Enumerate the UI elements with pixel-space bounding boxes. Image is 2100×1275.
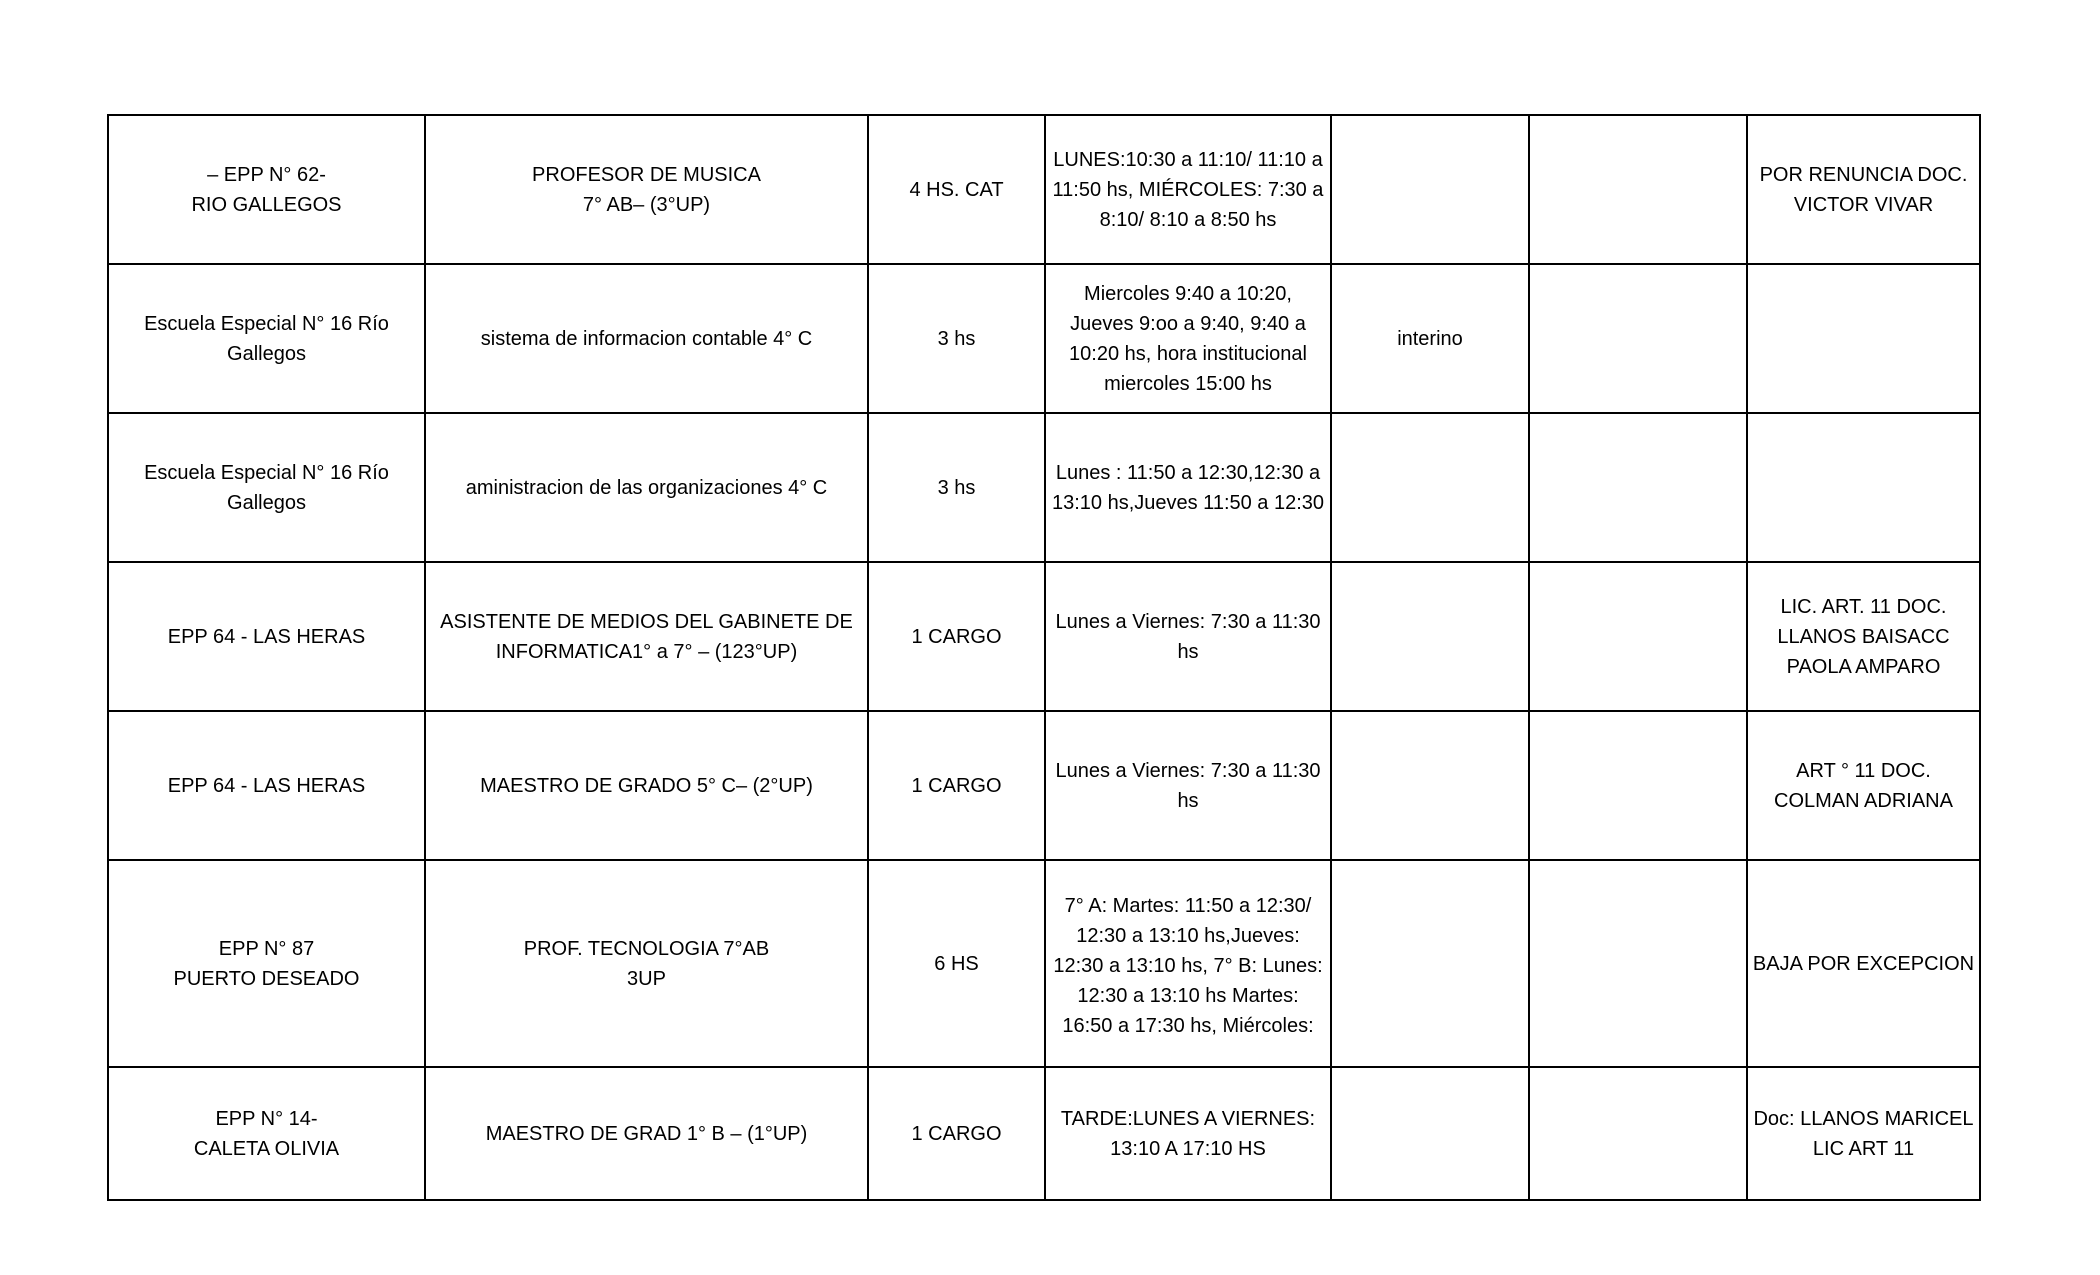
school-cell: EPP 64 - LAS HERAS xyxy=(108,562,425,711)
school-cell: Escuela Especial N° 16 Río Gallegos xyxy=(108,264,425,413)
character-cell xyxy=(1331,115,1529,264)
table-row xyxy=(108,413,1980,562)
vacancy-table xyxy=(107,114,1981,1201)
position-cell: sistema de informacion contable 4° C xyxy=(425,264,868,413)
character-cell xyxy=(1331,1067,1529,1200)
position-cell: PROF. TECNOLOGIA 7°AB 3UP xyxy=(425,860,868,1067)
extra-cell xyxy=(1529,1067,1747,1200)
table-row xyxy=(108,264,1980,413)
hours-cell: 1 CARGO xyxy=(868,1067,1045,1200)
schedule-cell: Lunes a Viernes: 7:30 a 11:30 hs xyxy=(1045,711,1331,860)
extra-cell xyxy=(1529,860,1747,1067)
character-cell xyxy=(1331,562,1529,711)
hours-cell: 3 hs xyxy=(868,264,1045,413)
position-cell: MAESTRO DE GRADO 5° C– (2°UP) xyxy=(425,711,868,860)
school-cell: EPP N° 87 PUERTO DESEADO xyxy=(108,860,425,1067)
reason-cell xyxy=(1747,264,1980,413)
hours-cell: 3 hs xyxy=(868,413,1045,562)
hours-cell: 1 CARGO xyxy=(868,562,1045,711)
character-cell xyxy=(1331,860,1529,1067)
schedule-text: 7° A: Martes: 11:50 a 12:30/ 12:30 a 13:10 hs,Jueves: 12:30 a 13:10 hs, 7° B: Lunes: 12:30 a 13:10 hs Martes: 16:50 a 17:30 hs, Miércoles: xyxy=(1053,895,1323,1036)
school-cell: Escuela Especial N° 16 Río Gallegos xyxy=(108,413,425,562)
schedule-cell xyxy=(1045,860,1331,1067)
reason-cell: POR RENUNCIA DOC. VICTOR VIVAR xyxy=(1747,115,1980,264)
table-row xyxy=(108,562,1980,711)
schedule-cell: TARDE:LUNES A VIERNES: 13:10 A 17:10 HS xyxy=(1045,1067,1331,1200)
position-cell: aministracion de las organizaciones 4° C xyxy=(425,413,868,562)
hours-cell: 1 CARGO xyxy=(868,711,1045,860)
school-cell: EPP N° 14- CALETA OLIVIA xyxy=(108,1067,425,1200)
extra-cell xyxy=(1529,115,1747,264)
position-cell: MAESTRO DE GRAD 1° B – (1°UP) xyxy=(425,1067,868,1200)
schedule-cell: Lunes a Viernes: 7:30 a 11:30 hs xyxy=(1045,562,1331,711)
table-row xyxy=(108,115,1980,264)
schedule-cell: Miercoles 9:40 a 10:20, Jueves 9:oo a 9:40, 9:40 a 10:20 hs, hora institucional miercoles 15:00 hs xyxy=(1045,264,1331,413)
table-row xyxy=(108,711,1980,860)
extra-cell xyxy=(1529,562,1747,711)
character-cell xyxy=(1331,711,1529,860)
reason-cell: LIC. ART. 11 DOC. LLANOS BAISACC PAOLA AMPARO xyxy=(1747,562,1980,711)
position-cell: PROFESOR DE MUSICA 7° AB– (3°UP) xyxy=(425,115,868,264)
reason-cell: Doc: LLANOS MARICEL LIC ART 11 xyxy=(1747,1067,1980,1200)
extra-cell xyxy=(1529,413,1747,562)
reason-cell: BAJA POR EXCEPCION xyxy=(1747,860,1980,1067)
table-row xyxy=(108,1067,1980,1200)
character-cell xyxy=(1331,413,1529,562)
school-cell: – EPP N° 62- RIO GALLEGOS xyxy=(108,115,425,264)
schedule-cell: Lunes : 11:50 a 12:30,12:30 a 13:10 hs,Jueves 11:50 a 12:30 xyxy=(1045,413,1331,562)
extra-cell xyxy=(1529,264,1747,413)
table-row xyxy=(108,860,1980,1067)
extra-cell xyxy=(1529,711,1747,860)
position-cell: ASISTENTE DE MEDIOS DEL GABINETE DE INFORMATICA1° a 7° – (123°UP) xyxy=(425,562,868,711)
schedule-cell: LUNES:10:30 a 11:10/ 11:10 a 11:50 hs, MIÉRCOLES: 7:30 a 8:10/ 8:10 a 8:50 hs xyxy=(1045,115,1331,264)
hours-cell: 4 HS. CAT xyxy=(868,115,1045,264)
school-cell: EPP 64 - LAS HERAS xyxy=(108,711,425,860)
hours-cell: 6 HS xyxy=(868,860,1045,1067)
character-cell: interino xyxy=(1331,264,1529,413)
reason-cell xyxy=(1747,413,1980,562)
reason-cell: ART ° 11 DOC. COLMAN ADRIANA xyxy=(1747,711,1980,860)
